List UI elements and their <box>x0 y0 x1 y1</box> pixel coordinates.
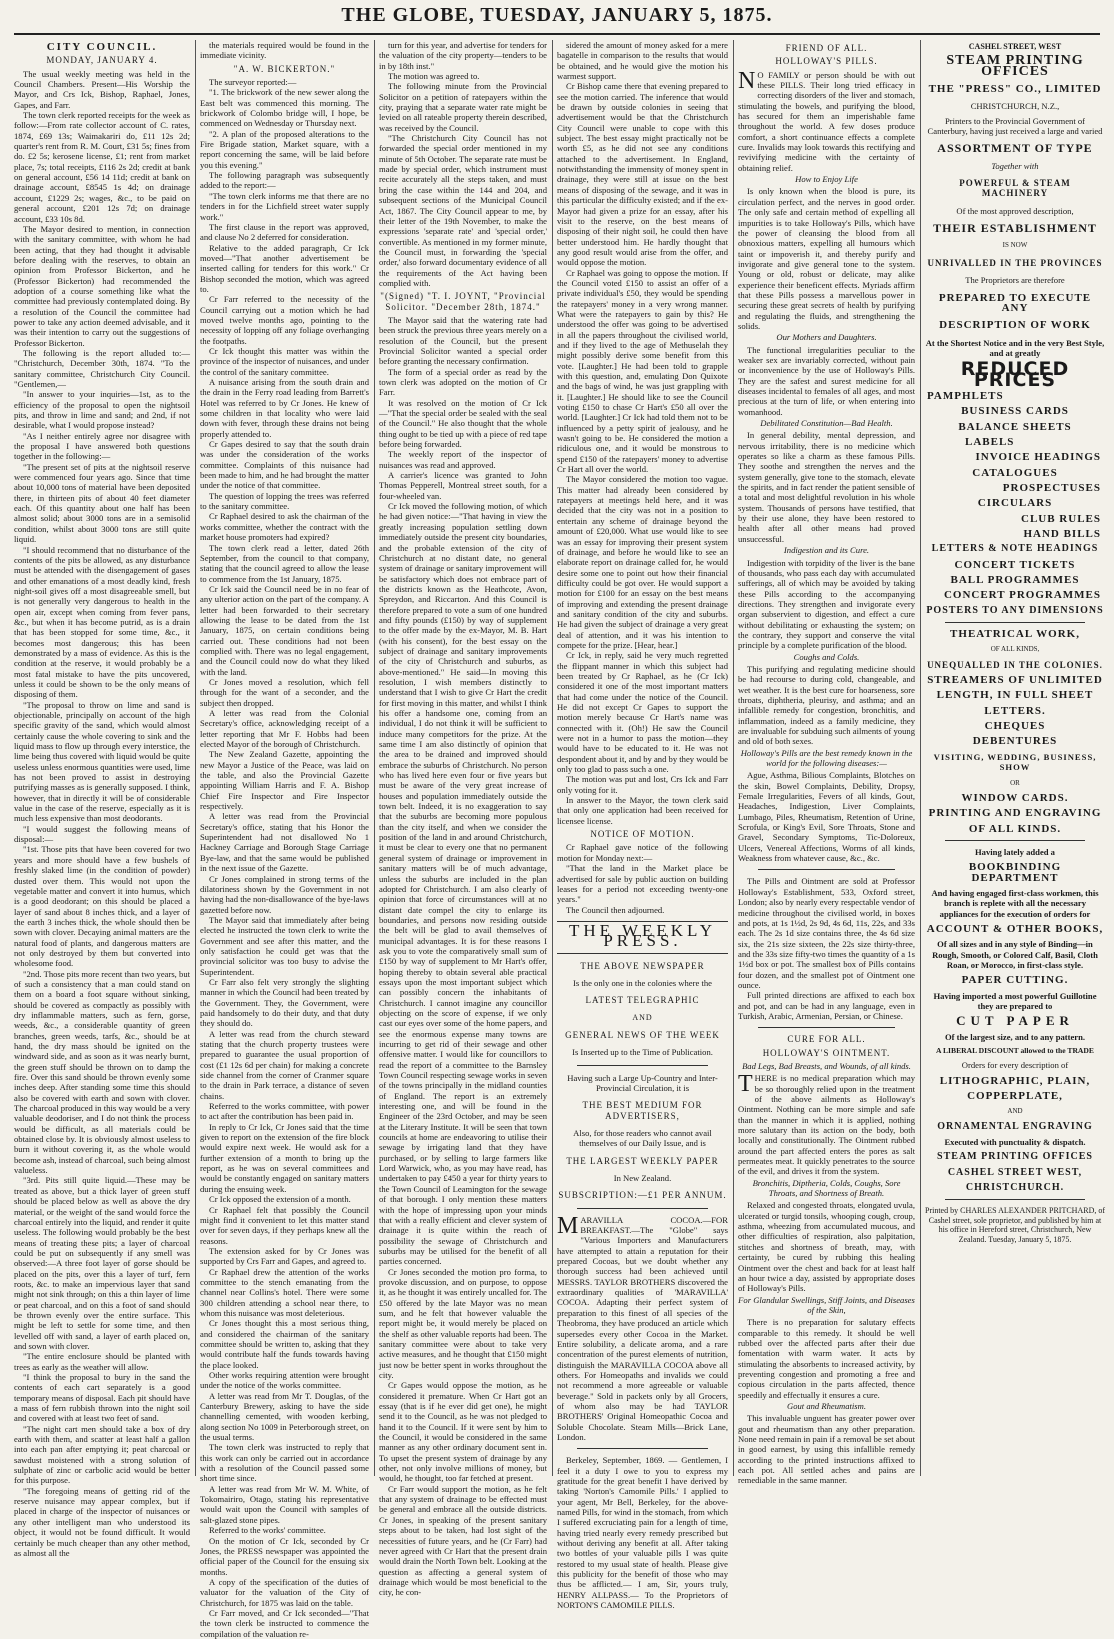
separator <box>758 1027 895 1028</box>
ad-line: VISITING, WEDDING, BUSINESS, SHOW <box>933 751 1097 773</box>
paragraph: The weekly report of the inspector of nuisances was read and approved. <box>379 449 547 470</box>
cocoa-advertisement: MARAVILLA COCOA.—FOR BREAKFAST.—The "Globe" says "Various Importers and Manufacturers have attempted to attain a reputation for their prepared Cocoas, but we doubt whether any thorough success had been achieved until MESSRS. TAYLOR BROTHERS discovered the extraordinary qualities of 'MARAVILLA' COCOA. Adapting their perfect system of preparation to this finest of all species of the Theobroma, they have produced an article which supersedes every other Cocoa in the Market. Entire solubility, a delicate aroma, and a rare concentration of the purest elements of nutrition, distinguish the MARAVILLA COCOA above all others. For Homeopaths and invalids we could not recommend a more agreeable or valuable beverage." Sold in packets only by all Grocers, of whom also may be had TAYLOR BROTHERS' Original Homeopathic Cocoa and Soluble Chocolate. Steam Mills—Brick Lane, London. <box>557 1212 728 1442</box>
paragraph: "The entire enclosure should be planted with trees as early as the weather will allow. <box>14 1351 190 1372</box>
ad-line: Also, for those readers who cannot avail themselves of our Daily Issue, and is <box>573 1128 712 1149</box>
service-item: INVOICE HEADINGS <box>975 451 1101 464</box>
paragraph: The motion was agreed to. <box>388 71 480 82</box>
column-divider <box>733 40 734 1476</box>
ad-line: LENGTH, IN FULL SHEET <box>936 689 1094 702</box>
ad-line: ORNAMENTAL ENGRAVING <box>937 1120 1093 1132</box>
ad-line: THE ABOVE NEWSPAPER <box>580 960 705 971</box>
service-item: CIRCULARS <box>977 497 1053 510</box>
paragraph: The Mayor said that the watering rate had been struck the previous three years merely on a resolution of the Council, but the present Provincial Solicitor wanted a special order before granting the necessary confirmation. <box>379 314 547 367</box>
ad-line: PREPARED TO EXECUTE ANY <box>938 291 1092 314</box>
paragraph: A letter was read from Mr W. M. White, of Tokomairiro, Otago, stating his representative would wait upon the Council with samples of salt-glazed stone pipes. <box>200 1483 369 1525</box>
paragraph: In answer to the Mayor, the town clerk said that only one application had been received for licensee license. <box>557 795 728 826</box>
ad-line: AND <box>1007 1107 1023 1116</box>
paragraph: The New Zealand Gazette, appointing the new Mayor a Justice of the Peace, was laid on the table, and also the Provincial Gazette appointing William Harris and F. A. Bishop Chief Fire Inspector and Fire Inspector respectively. <box>200 749 369 812</box>
ad-line: Together with <box>991 160 1039 171</box>
paragraph: There is no preparation for salutary effects comparable to this remedy. It should be well rubbed over the affected parts after their due fomentation with warm water. It acts by stimulating the absorbents to increased activity, by preventing congestion and promoting a free and copious circulation in the parts affected, thence speedily and effectually it ensures a cure. <box>738 1317 915 1400</box>
ad-line: LATEST TELEGRAPHIC <box>585 995 700 1006</box>
paragraph: The town clerk reported receipts for the week as follow:—From rate collector account of C. rates, 1874, £69 13s; Waimakariri do, £11 12s 2d; quarter's rent from R. M. Court, £31 5s; fines from do. £2 5s; kerosene license, £1; rent from market place, 7s; total receipts, £116 2s 2d; credit at bank on general account, £56 14 11d; credit at bank on drainage account, £8545 1s 4d; on drainage account, £1229 2s; wages, &c., to be paid on general account, £201 12s 7d; on drainage account, £33 10s 8d. <box>14 110 190 224</box>
paragraph: "1. The brickwork of the new sewer along the East belt was commenced this morning. The brickwork of Colombo bridge will, I hope, be commenced on Wednesday or Thursday next. <box>200 87 369 129</box>
paragraph: "In answer to your inquiries—1st, as to the efficiency of the proposal to open the nightsoil pits, and throw in lime and sand; and 2nd, if not desirable, what I would propose instead? <box>14 389 190 431</box>
paragraph: A letter was read from the Colonial Secretary's office, acknowledging receipt of a letter reporting that Mr F. Hobbs had been elected Mayor of the borough of Christchurch. <box>200 708 369 750</box>
paragraph: "1st. Those pits that have been covered for two years and more should have a few bushels of freshly slaked lime (in the condition of powder) dusted over them. This would not upon the vegetable matter and convert it into humus, which is a good deodorant; on this should be placed a layer of sand about 8 inches thick, and a layer of the earth 3 inches thick, the whole should then be sown with clover. Decaying animal matters are the natural food of plants, and dangerous matters are not only destroyed by them but converted into wholesome food. <box>14 844 190 969</box>
paragraph: The Mayor considered the motion too vague. This matter had already been considered by ratepayers at meetings held here, and it was decided that the city was not in a position to entertain any scheme of drainage beyond the amount of £20,000. What use would like to see was an essay for improving their present system of drainage, and before he would like to see an elaborate report on drainage called for, he would desire some one to point out how their financial difficulty could be got over. He would support a motion for £100 for an essay on the best means of improving and extending the present drainage and sanitary condition of the city and suburbs. He had given the subject of drainage a very great deal of attention, and it was his intention to compete for the prize. [Hear, hear.] <box>557 474 728 650</box>
paragraph: "The Christchurch City Council has not forwarded the special order mentioned in my minute of 5th October. The separate rate must be made by special order, which instrument must recite accurately all the steps taken, and must bring the case within the 144 and 204, and subsequent sections of the Municipal Council Act, 1867. The City Council appear to me, by their letter of the 19th November, to make the expressions 'separate rate' and 'special order,' convertible. As mentioned in my former minute, the Council must, in forwarding the 'special order,' also forward documentary evidence of all the requirements of the Act having been complied with. <box>379 133 547 288</box>
ad-line: In New Zealand. <box>613 1173 672 1184</box>
ad-line: Orders for every description of <box>961 1060 1069 1071</box>
paragraph: "The foregoing means of getting rid of the reserve nuisance may appear complex, but if placed in charge of the inspector of nuisances or any other intelligent man who understood its object, it would not be found difficult. It would certainly be much cheaper than any other method, as almost all the <box>14 1485 190 1558</box>
ad-line: And having engaged first-class workmen, this branch is replete with all the necessary appliances for the execution of orders for <box>931 887 1099 919</box>
subheading: Bad Legs, Bad Breasts, and Wounds, of all kinds. <box>742 1060 911 1071</box>
paragraph: Cr Farr moved, and Cr Ick seconded—"That the town clerk be instructed to commence the compilation of the valuation re- <box>200 1607 369 1639</box>
ad-line: AND <box>632 1012 653 1022</box>
paragraph: Cr Raphael gave notice of the following motion for Monday next:— <box>557 842 728 863</box>
paragraph: Ague, Asthma, Bilious Complaints, Blotches on the skin, Bowel Complaints, Debility, Dropsy, Female Irregularities, Fevers of all kinds, Gout, Headaches, Indigestion, Liver Complaints, Lumbago, Piles, Rheumatism, Retention of Urine, Scrofula, or King's Evil, Sore Throats, Stone and Gravel, Secondary Symptoms, Tic-Doloreux, Ulcers, Venereal Affections, Worms of all kinds, Weakness from whatever cause, &c., &c. <box>738 770 915 864</box>
weekly-press-title: THE WEEKLY PRESS. <box>568 920 717 951</box>
paragraph: THERE is no medical preparation which may be so thoroughly relied upon in the treatment of the above ailments as Holloway's Ointment. Nothing can be more simple and safe than the manner in which it is applied, nothing more salutary than its action on the body, both locally and constitutionally. The Ointment rubbed around the part affected enters the pores as salt permeates meat. It quickly penetrates to the source of the evil, and drives it from the system. <box>738 1071 915 1177</box>
separator <box>945 622 1085 623</box>
ad-reduced-prices: REDUCED PRICES <box>960 358 1070 391</box>
paragraph: On the motion of Cr Ick, seconded by Cr Jones, the PRESS newspaper was appointed the official paper of the Council for the ensuing six months. <box>200 1535 369 1577</box>
paragraph: the materials required would be found in the immediate vicinity. <box>200 40 369 61</box>
subheading: How to Enjoy Life <box>795 174 858 185</box>
ad-line: THEIR ESTABLISHMENT <box>933 221 1097 236</box>
service-item: PAMPHLETS <box>927 389 1004 402</box>
paragraph: A letter was read from Mr T. Douglas, of the Canterbury Brewery, asking to have the side channelling cemented, with wooden kerbing, along section No 1009 in Peterborough street, on the usual terms. <box>200 1390 369 1443</box>
ad-line: CASHEL STREET, WEST <box>968 42 1062 51</box>
testimonial-letter: Berkeley, September, 1869. — Gentlemen, I feel it a duty I owe to you to express my gratitude for the great benefit I have derived by taking 'Norton's Camomile Pills.' I applied to your agent, Mr Bell, Berkeley, for the above-named Pills, for wind in the stomach, from which I suffered excruciating pain for a length of time, having tried nearly every remedy prescribed but without deriving any benefit at all. After taking two bottles of your valuable pills I was quite restored to my usual state of health. Please give this publicity for the benefit of those who may thus be afflicted.— I am, Sir, yours truly, HENRY ALLPASS.— To the Proprietors of NORTON'S CAMOMILE PILLS. <box>557 1455 728 1611</box>
ad-line: Of the most approved description, <box>956 205 1074 216</box>
paragraph: A nuisance arising from the south drain and the drain in the Ferry road leading from Barrett's Hotel was referred to by Cr Jones. He knew of some children in that locality who were laid down with fever, through these drains not being properly attended to. <box>200 377 369 439</box>
ad-line: LITHOGRAPHIC, PLAIN, <box>939 1074 1091 1087</box>
notice-of-motion-heading: NOTICE OF MOTION. <box>590 829 695 840</box>
ad-line: POWERFUL & STEAM MACHINERY <box>959 178 1071 199</box>
paragraph: Cr Raphael was going to oppose the motion. If the Council voted £150 to assist an offer of a private individual's £50, they would be spending the ratepayers' money in a very wrong manner. What were the ratepayers to gain by this? He understood the offer was going to be advertised in all the papers throughout the civilised world, and if they lived to the age of Methuselah they might possibly derive some benefit from this vote. [Laughter.] He had been told to grapple with this question, and, emulating Don Quixote and the bags of wind, he was just grappling with it. [Laughter.] He should like to see the Council voting £150 to chase Cr Hart's £50 all over the world. [Laughter.] Cr Ick had told them not to be influenced by a petty spirit of jealousy, and he wasn't going to be. He considered the motion a ridiculous one, and it would be monstrous to spend £150 of the ratepayers' money to advertise Cr Hart all over the world. <box>557 267 728 475</box>
service-item: HAND BILLS <box>1023 528 1101 540</box>
ad-line: COPPERPLATE, <box>967 1090 1063 1103</box>
ad-line: STEAM PRINTING OFFICES <box>937 1151 1093 1163</box>
ad-line: DEBENTURES <box>972 735 1058 748</box>
signature: "A. W. BICKERTON." <box>233 63 336 74</box>
ad-line: Is Inserted up to the Time of Publication. <box>572 1047 713 1058</box>
paragraph: turn for this year, and advertise for tenders for the valuation of the city property—tenders to be in by 18th inst." <box>379 40 547 71</box>
separator <box>945 1199 1085 1200</box>
paragraph: The following is the report alluded to:— "Christchurch, December 30th, 1874. "To the sanitary committee, Christchurch City Council. "Gentlemen,— <box>14 347 190 389</box>
paragraph: "I think the proposal to bury in the sand the contents of each cart separately is a good temporary means of disposal. Each pit should have a mass of fern rubbish thrown into the night soil and covered with at least two feet of sand. <box>14 1372 190 1424</box>
paragraph: Cr Ick, in reply, said he very much regretted the flippant manner in which this subject had been treated by Cr Raphael, as he (Cr Ick) considered it one of the most important matters that had come under the notice of the Council. He did not except Cr Gapes to support the motion merely because Cr Hart's name was connected with it. (Oh!) He saw the Council were not in a humor to pass the motion—they would have to be educated to it. He was not despondent about it, and by and by they would be only too glad to pass such a one. <box>557 650 728 775</box>
paragraph: The functional irregularities peculiar to the weaker sex are invariably corrected, without pain or inconvenience by the use of Holloway's Pills. They are the safest and surest medicine for all diseases incidental to females of all ages, and most precious at the turn of life, or when entering into womanhood. <box>738 344 915 417</box>
ad-line: Having imported a most powerful Guillotine they are prepared to <box>933 990 1097 1011</box>
meeting-date: MONDAY, JANUARY 4. <box>46 55 158 66</box>
paragraph: sidered the amount of money asked for a mere bagatelle in comparison to the results that would be obtained, and he would give the motion his warmest support. <box>557 40 728 82</box>
ad-line: DESCRIPTION OF WORK <box>939 319 1091 332</box>
paragraph: A letter was read from the Provincial Secretary's office, stating that his Honor the Superintendent had not disallowed No 1 Hackney Carriage and Borough Stage Carriage Bye-law, and that the same would be published in the next issue of the Gazette. <box>200 811 369 874</box>
paragraph: "I would suggest the following means of disposal:— <box>14 823 190 845</box>
paragraph: "The night cart men should take a box of dry earth with them, and scatter at least half a gallon into each pan after emptying it; peat charcoal or sawdust moistened with a strong solution of sulphate of zinc or carbolic acid would be better for this purpose. <box>14 1423 190 1486</box>
ad-line: CHRISTCHURCH. <box>965 1182 1065 1194</box>
paragraph: The usual weekly meeting was held in the Council Chambers. Present—His Worship the Mayor, and Crs Ick, Bishop, Raphael, Jones, Gapes, and Farr. <box>14 68 190 110</box>
masthead: THE GLOBE, TUESDAY, JANUARY 5, 1875. <box>341 4 773 26</box>
paragraph: This purifying and regulating medicine should be had recourse to during cold, changeable, and wet weather. It is the best cure for hoarseness, sore throats, diphtheria, pleurisy, and asthma; and an infallible remedy for congestion, bronchitis, and inflammation, indeed as a family medicine, they are invaluable for subduing such ailments of young and old of both sexes. <box>738 663 915 747</box>
paragraph: The Mayor desired to mention, in connection with the sanitary committee, with whom he had been acting, that they had thought it advisable before dealing with the reserves, to obtain an opinion from Professor Bickerton, and he (Professor Bickerton) had recommended the adoption of a course something like what the committee had previously contemplated doing. By a resolution of the Council the committee had power to take any action deemed advisable, and it was their intention to carry out the suggestions of Professor Bickerton. <box>14 223 190 348</box>
service-item: CATALOGUES <box>972 466 1058 479</box>
ad-line: CHEQUES <box>984 720 1046 733</box>
ad-line: OR <box>1010 778 1020 787</box>
paragraph: Cr Raphael felt that possibly the Council might find it convenient to let this matter stand over for seven days, if they perhaps knew all the reasons. <box>200 1204 369 1246</box>
city-council-heading: CITY COUNCIL. <box>46 41 158 53</box>
paragraph: Cr Ick said the Council need be in no fear of any ulterior action on the part of the company. A letter had been forwarded to their secretary allowing the lease to be dated from the 1st January, 1875, on certain conditions being carried out. These conditions had not been complied with. There was no legal engagement, and the Council could now do what they liked with the land. <box>200 583 369 677</box>
ad-line: THE "PRESS" CO., LIMITED <box>928 83 1102 96</box>
paragraph: The form of a special order as read by the town clerk was adopted on the motion of Cr Farr. <box>379 366 547 398</box>
paragraph: A letter was read from the church steward stating that the church property trustees were prepared to guarantee the usual proportion of cost (£1 12s 6d per chain) for making a concrete side channel from the corner of Cranmer square to the drain in Park terrace, a distance of seven chains. <box>200 1028 369 1101</box>
masthead-rule <box>14 33 1100 35</box>
column-divider <box>195 40 196 1476</box>
paragraph: NO FAMILY or person should be with out these PILLS. Their long tried efficacy in correcting disorders of the liver and stomach, stimulating the bowels, and purifying the blood, has secured for them an imperishable fame throughout the world. A few doses produce comfort, a short continuance effects a complete cure. Invalids may look towards this rectifying and revivifying medicine with the certainty of obtaining relief. <box>738 67 915 173</box>
service-item: LABELS <box>965 435 1015 448</box>
paragraph: "2. A plan of the proposed alterations to the Fire Brigade station, Market square, with a report concerning the same, will be laid before you this evening." <box>200 128 369 170</box>
service-item: BALL PROGRAMMES <box>950 574 1080 587</box>
service-item: BUSINESS CARDS <box>961 405 1069 418</box>
paragraph: The Pills and Ointment are sold at Professor Holloway's Establishment, 533, Oxford street, London; also by nearly every respectable vendor of medicine throughout the civilised world, in boxes and pots, at 1s 1½d, 2s 9d, 4s 6d, 11s, 22s, and 33s each. The 2s 1d size contains three, the 4s 6d size six, the 21s size sixteen, the 22s size thirty-three, and the 33s size fifty-two times the quantity of a 1s 1½d box or pot. The smallest box of Pills contains four dozen, and the smallest pot of Ointment one ounce. <box>738 876 915 990</box>
subheading: Gout and Rheumatism. <box>786 1400 866 1411</box>
friend-of-all-heading: FRIEND OF ALL. <box>785 43 868 53</box>
paragraph: Referred to the works committee, with power to act after the contribution has been paid in. <box>200 1101 369 1122</box>
paragraph: The Council then adjourned. <box>566 904 665 915</box>
column-divider <box>552 40 553 1476</box>
paragraph: The town clerk read a letter, dated 26th September, from the council to that company, stating that the council agreed to allow the lease to commence from the 1st January, 1875. <box>200 542 369 584</box>
paragraph: The Mayor said that immediately after being elected he instructed the town clerk to write the Government and see after this matter, and the only satisfaction he could get was that the provincial solicitor was too busy to advise the Superintendent. <box>200 914 369 977</box>
paragraph: Indigestion with torpidity of the liver is the bane of thousands, who pass each day with accumulated sufferings, all of which may be avoided by taking these Pills according to the accompanying directions. They strengthen and invigorate every organ subservient to digestion, and effect a cure without debilitating or exhausting the system; on the contrary, they support and conserve the vital principle by a complete purification of the blood. <box>738 557 915 651</box>
paragraph: Cr Ick thought this matter was within the province of the inspector of nuisances, and under the control of the sanitary committee. <box>200 345 369 377</box>
ad-line: CASHEL STREET WEST, <box>947 1166 1083 1178</box>
ad-line: SUBSCRIPTION:—£1 PER ANNUM. <box>558 1190 727 1201</box>
holloways-pills-heading: HOLLOWAY'S PILLS. <box>775 56 878 67</box>
paragraph: "As I neither entirely agree nor disagree with the proposal I have answered both questions together in the following:— <box>14 430 190 462</box>
paragraph: The following minute from the Provincial Solicitor on a petition of ratepayers within the city, praying that a separate water rate might be levied on all rateable property therein described, was received by the Council. <box>379 81 547 133</box>
subheading: Debilitated Constitution—Bad Health. <box>760 418 893 429</box>
paragraph: Cr Farr would support the motion, as he felt that any system of drainage to be effected must be general and embrace all the outside districts. Cr Jones, in speaking of the present sanitary steps about to be taken, had lost sight of the necessities of future years, and he (Cr Farr) had never agreed with Cr Hart that the present drain would drain the North Town belt. Looking at the question as affecting a general system of drainage which would be most beneficial to the city, he con- <box>379 1483 547 1598</box>
ad-line: A LIBERAL DISCOUNT allowed to the TRADE <box>936 1046 1094 1056</box>
paragraph: "I should recommend that no disturbance of the contents of the pits be allowed, as any disturbance must be attended with the disengagement of gases and other emanations of a most deadly kind, fresh night-soil gives off a most disagreeable smell, but is not generally very dangerous to health in the open air, except when coming from fever pans, &c., but when it has become putrid, as is a drain that has been stopped for some time, &c., it becomes most dangerous; this has been demonstrated by a mass of evidence. As this is the condition at the reserve, it would probably be a most fatal mistake to have the pits uncovered, unless it could be shown to be the only means of disposing of them. <box>14 544 190 700</box>
ad-line: OF ALL KINDS, <box>990 645 1040 654</box>
column-3 <box>379 40 547 1598</box>
paragraph: Referred to the works' committee. <box>209 1525 326 1536</box>
weekly-press-ad <box>557 921 728 954</box>
ad-line: THEATRICAL WORK, <box>950 628 1080 641</box>
paragraph: "The town clerk informs me that there are no tenders in for the Lichfield street water supply work." <box>200 190 369 222</box>
ad-line: ACCOUNT & OTHER BOOKS, <box>926 922 1104 935</box>
paragraph: Cr Jones moved a resolution, which fell through for the want of a seconder, and the subject then dropped. <box>200 676 369 708</box>
service-item: CLUB RULES <box>1021 512 1101 525</box>
paragraph: Cr Ick opposed the extension of a month. <box>209 1194 351 1205</box>
ad-line: PRINTING AND ENGRAVING <box>928 807 1102 820</box>
paragraph: The town clerk was instructed to reply that this work can only be carried out in accordance with a resolution of the Council passed some short time since. <box>200 1442 369 1484</box>
paragraph: "That the land in the Market place be advertised for sale by public auction on building leases for a period not exceeding twenty-one years." <box>557 863 728 905</box>
paragraph: The first clause in the report was approved, and clause No 2 deferred for consideration. <box>200 221 369 243</box>
separator <box>577 1448 708 1449</box>
ad-line: At the Shortest Notice and in the very Best Style, and at greatly <box>925 337 1105 358</box>
paragraph: Cr Farr also felt very strongly the slighting manner in which the Council had been treated by the Government. They, the Government, were paid handsomely to do their duty, and that duty they should do. <box>200 976 369 1029</box>
column-divider <box>920 40 921 1476</box>
paragraph: "The proposal to throw on lime and sand is objectionable, principally on account of the high specific gravity of the sand, which would almost certainly cause the whole covering to sink and the liquid mass to flow up through every interstice, the lime being thus covered with liquid would be quite useless unless enormous quantities were used, lime has not been proved to assist in destroying putrifying masses as is generally supposed. I think, however, that in directly it will be of considerable value in the case of the reserve, especially as it is much less expensive than most deodorants. <box>14 699 190 824</box>
paragraph: Other works requiring attention were brought under the notice of the works committee. <box>200 1370 369 1391</box>
paragraph: "The present set of pits at the nightsoil reserve were commenced four years ago. Since that time about 10,000 tons of material have been deposited there, in thirteen pits of about 40 feet diameter each. Of this quantity about one half has been almost solid; about 3000 tons are in a semisolid condition, whilst about 3000 tons are still quite liquid. <box>14 461 190 545</box>
ad-line: IS NOW <box>1002 241 1028 250</box>
service-item: POSTERS TO ANY DIMENSIONS <box>926 604 1104 616</box>
separator <box>577 1208 708 1209</box>
ad-line: THE LARGEST WEEKLY PAPER <box>566 1155 719 1166</box>
paragraph: The surveyor reported:— <box>209 77 297 88</box>
paragraph: The question of lopping the trees was referred to the sanitary committee. <box>200 490 369 512</box>
column-2 <box>200 40 369 1639</box>
paragraph: Relative to the added paragraph, Cr Ick moved—"That another advertisement be inserted calling for tenders for this work." Cr Bishop seconded the motion, which was agreed to. <box>200 242 369 294</box>
subheading: Bronchitis, Diptheria, Colds, Coughs, Sore Throats, and Shortness of Breath. <box>752 1177 901 1199</box>
paragraph: Cr Farr referred to the necessity of the Council carrying out a motion which he had moved twelve months ago, pointing to the necessity of lopping off any foliage overhanging the footpaths. <box>200 294 369 346</box>
paragraph: The extension asked for by Cr Jones was supported by Crs Farr and Gapes, and agreed to. <box>200 1245 369 1267</box>
service-item: BALANCE SHEETS <box>958 420 1072 433</box>
ad-line: STREAMERS OF UNLIMITED <box>927 674 1103 687</box>
ad-line: Executed with punctuality & dispatch. <box>944 1137 1086 1148</box>
ad-line: CHRISTCHURCH, N.Z., <box>970 101 1060 112</box>
printer-imprint: Printed by CHARLES ALEXANDER PRITCHARD, of Cashel street, sole proprietor, and published by him at his office in Hereford street, Christchurch, New Zealand. Tuesday, January 5, 1875. <box>925 1206 1106 1244</box>
subheading: Indigestion and its Cure. <box>783 545 870 556</box>
ad-line: THE BEST MEDIUM FOR ADVERTISERS, <box>582 1100 703 1121</box>
ad-line: UNRIVALLED IN THE PROVINCES <box>927 257 1103 268</box>
paragraph: Cr Bishop came there that evening prepared to see the motion carried. The inference that would be drawn by outside colonies in seeing that advertisement would be that the Christchurch City Council were unable to cope with this subject. The best essay might practically not be worth £5, as he did not see any conditions attached to the advertisement. In England, notwithstanding the immensity of money spent in drainage, they were still at issue on the best means of disposing of the sewage, and it was in this particular the difficulty existed; and if the ex-Mayor had given a prize for an essay, after his visit to the reserve, on the best means of disposing of their night soil, he could then have better understood him. He hardly thought that any good result would arise from the offer, and would oppose the motion. <box>557 81 728 268</box>
paragraph: Cr Raphael desired to ask the chairman of the works committee, whether the contract with the market house promoters had expired? <box>200 511 369 543</box>
ad-line: Is the only one in the colonies where the <box>573 977 712 988</box>
column-4 <box>557 40 728 1611</box>
subheading: For Glandular Swellings, Stiff Joints, and Diseases of the Skin, <box>738 1294 915 1315</box>
ad-line: Of the largest size, and to any pattern. <box>944 1031 1086 1042</box>
service-item: LETTERS & NOTE HEADINGS <box>931 543 1099 555</box>
paragraph: In reply to Cr Ick, Cr Jones said that the time given to report on the extension of the fire block would expire next week. He would ask for a further extension of a month to bring up the report, as he was on several committees and would be constantly engaged on sanitary matters during the ensuing week. <box>200 1121 369 1194</box>
paragraph: Cr Jones complained in strong terms of the dilatoriness shown by the Government in not having had the non-disallowance of the bye-laws gazetted before now. <box>200 873 369 915</box>
paragraph: In general debility, mental depression, and nervous irritability, there is no medicine which operates so like a charm as these famous Pills. They soothe and strengthen the nerves and the system generally, give tone to the stomach, elevate the spirits, and in fact render the patient sensible of a total and most delightful revolution in his whole system. Thousands of persons have testified, that by their use alone, they have been restored to health after all other means had proved unsuccessful. <box>738 430 915 544</box>
service-item: PROSPECTUSES <box>1002 481 1101 494</box>
paragraph: Cr Gapes would oppose the motion, as he considered it premature. When Cr Hart got an essay (that is if he ever did get one), he might send it to the Council, as he was not pledged to hand it to the Council. If it were sent by him to the Council, it would be considered in the same manner as any other ordinary document sent in. To upset the present system of drainage by any other, not only involve millions of money, but would, he thought, too far fetched at present. <box>379 1380 547 1484</box>
column-5 <box>738 40 915 1486</box>
paragraph: It was resolved on the motion of Cr Ick—"That the special order be sealed with the seal of the Council." He also thought that the whole thing ought to be tied up with a piece of red tape before being forwarded. <box>379 397 547 450</box>
paragraph: "2nd. Those pits more recent than two years, but of such a consistency that a man could stand on them on a board a foot square without sinking, should be covered as compactly as possibly with dry inflammable matters, such as fern, gorse, weeds, &c., a considerable quantity of green branches, green weeds, tarfs, &c., should be at hand, the dry mass should be ignited on the windward side, and as soon as it was nearly burnt, the green stuff should be thrown on to damp the fire. Over this sand should be thrown evenly some inches deep. After standing some time this should also be covered with earth and sown with clover. The charcoal produced in this way would be a very valuable deodoriser, and I do not think the process would be difficult, as all materials could be obtained close by. It is obviously almost useless to burn it without covering it, as the whole would become ash, instead of charcoal, such being almost valueless. <box>14 968 190 1176</box>
separator <box>758 869 895 870</box>
ad-line: Printers to the Provincial Government of Canterbury, having just received a large and varied <box>927 115 1103 137</box>
ad-line: OF ALL KINDS. <box>968 822 1062 835</box>
subheading: Holloway's Pills are the best remedy known in the world for the following diseases:— <box>740 747 913 769</box>
paragraph: A carrier's licence was granted to John Thomas Pepperell, Montreal street south, for a four-wheeled van. <box>379 470 547 501</box>
ad-line: Of all sizes and in any style of Binding—in Rough, Smooth, or Colored Calf, Basil, Cloth Roan, or Morocco, in first-class style. <box>932 939 1098 970</box>
paragraph: The following paragraph was subsequently added to the report:— <box>200 170 369 191</box>
cure-for-all-heading: CURE FOR ALL. <box>787 1034 866 1045</box>
ad-title: STEAM PRINTING OFFICES <box>946 53 1084 79</box>
signature: "(Signed) "T. I. JOYNT, "Provincial Solicitor. "December 28th, 1874." <box>380 291 546 312</box>
ad-line: LETTERS. <box>984 704 1046 717</box>
paragraph: Relaxed and congested throats, elongated uvula, ulcerated or turgid tonsils, whooping cough, croup, asthma, wheezing from accumulated mucous, and other difficulties of respiration, also palpitation, stitches and shortness of breath, may, with certainty, be cured by rubbing this healing Ointment over the chest and back for at least half an hour twice a day, assisted by appropriate doses of Holloway's Pills. <box>738 1200 915 1294</box>
paragraph: Cr Raphael drew the attention of the works committee to the stench emanating from the channel near Collins's hotel. There were some 300 children attending a school near there, to whom this nuisance was most deleterious. <box>200 1266 369 1318</box>
ad-line: The Proprietors are therefore <box>965 275 1065 286</box>
subheading: Coughs and Colds. <box>793 651 860 662</box>
column-divider <box>374 40 375 1476</box>
paragraph: The motion was put and lost, Crs Ick and Farr only voting for it. <box>557 774 728 795</box>
ad-line: BOOKBINDING DEPARTMENT <box>968 861 1062 884</box>
service-item: CONCERT TICKETS <box>954 558 1076 571</box>
subheading: Our Mothers and Daughters. <box>776 332 877 343</box>
ad-line: PAPER CUTTING. <box>961 974 1069 987</box>
service-item: CONCERT PROGRAMMES <box>943 589 1101 602</box>
ad-line: Having such a Large Up-Country and Inter-Provincial Circulation, it is <box>567 1072 718 1093</box>
paragraph: "3rd. Pits still quite liquid.—These may be treated as above, but a thick layer of green stuff should be placed below as well as above the dry material, or the weight of the sand would force the charcoal entirely into the liquid, and render it quite useless. The following would probably be the best means of treating these pits; a layer of charcoal could be put on subsequently if any smell was observed:—A three foot layer of gorse should be placed on the pits, over this a layer of turf, fern roots, &c. to make an impervious layer that sand might not sink through; on this a thin layer of lime or peat charcoal, and on this a foot of sand should be thrown evenly over the entire surface. This might be left to settle for some time, and then levelled off with sand, a layer of earth placed on, and sown with clover. <box>14 1175 190 1351</box>
separator <box>577 1065 708 1066</box>
ad-line: CUT PAPER <box>956 1013 1074 1029</box>
separator <box>945 840 1085 841</box>
paragraph: Full printed directions are affixed to each box and pot, and can be had in any language, even in Turkish, Arabic, Armenian, Persian, or Chinese. <box>738 990 915 1021</box>
paragraph: Cr Jones thought this a most serious thing, and considered the chairman of the sanitary committee should be written to, asking that they would contribute half the funds towards having the place looked. <box>200 1318 369 1370</box>
ad-line: WINDOW CARDS. <box>961 791 1069 804</box>
ad-line: ASSORTMENT OF TYPE <box>937 141 1093 156</box>
holloways-ointment-heading: HOLLOWAY'S OINTMENT. <box>762 1047 891 1058</box>
paragraph: Cr Ick moved the following motion, of which he had given notice:—"That having in view the greatly increasing population settling down immediately outside the present city boundaries, and the probable extension of the city of Christchurch at no distant date, no general system of drainage or sanitary improvement will be satisfactory which does not embrace part of the districts known as the Heathcote, Avon, Spreydon, and Riccarton. And this Council is therefore prepared to vote a sum of one hundred and fifty pounds (£150) by way of supplement to the offer made by the ex-Mayor, M. B. Hart (with his consent), for the best essay on the subject of drainage and sanitary improvements of the city of Christchurch and suburbs, as above-mentioned." He said—In moving this resolution, I wish members distinctly to understand that I wish to give Cr Hart the credit for first moving in this matter, and whilst I think his offer a handsome one, coming from an individual, I do not think it will be sufficient to induce many competitors for the prize. At the same time I am also distinctly of opinion that the area to be drained and improved should embrace the suburbs of Christchurch. No person who has lived here even four or five years but must be aware of the very great increase of houses and population immediately outside the town belt. Indeed, it is no exaggeration to say that the suburbs are becoming more populous than the city itself, and when we consider the position of the land in and around Christchurch, it must be clear to every one that no permanent general system of drainage or improvement in sanitary matters will be of much advantage, unless the suburbs are included in the plan adopted for Christchurch. I am also clearly of opinion that force of circumstances will at no distant date compel the city to enlarge its boundaries, and persons now residing outside the belt will be glad to avail themselves of municipal advantages. It is for these reasons I ask you to vote the comparatively small sum of £150 by way of supplement to Mr Hart's offer, hoping thereby to obtain several able practical essays upon the most important subject which can possibly concern the inhabitants of Christchurch. I cannot imagine any councillor objecting on the score of expense, if we only cast our eyes over some of the home papers, and see the enormous expense many towns are incurring to get rid of their sewage and other offensive matter. I would like for councillors to read the report of a committee to the Barnsley Town Council respecting sewage works in seven of the towns principally in the midland counties of England. The report is an extremely interesting one, and will be found in the Engineer of the 23rd October, and may be seen at the Literary Institute. It will be seen that town councils at home are endeavoring to utilise their sewage by irrigating land that they have purchased, or by selling to large farmers like Lord Warwick, who, as you may have read, has undertaken to pay £450 a year for thirty years to the Town Council of Leamington for the sewage of that borough. I only mention these matters with the hope of impressing upon your minds that with a really efficient and clever system of drainage it is quite within the reach of possibility the sewage of Christchurch and suburbs may be utilised for the benefit of all parties concerned. <box>379 501 547 1267</box>
paragraph: This invaluable unguent has greater power over gout and rheumatism than any other preparation. None need remain in pain if a removal be set about in good earnest, by using this infallible remedy according to the printed instructions affixed to each pot. All settled aches and pains are remediable in the same manner. <box>738 1413 915 1486</box>
ad-line: GENERAL NEWS OF THE WEEK <box>565 1029 720 1040</box>
paragraph: Cr Gapes desired to say that the south drain was under the consideration of the works committee. Complaints of this nuisance had been made to him, and he had brought the matter under the notice of that committee. <box>200 439 369 491</box>
column-1 <box>14 40 190 1558</box>
printing-office-advertisement <box>925 40 1105 1476</box>
paragraph: A copy of the specification of the duties of valuator for the valuation of the City of Christchurch, for 1875 was laid on the table. <box>200 1576 369 1608</box>
paragraph: Is only known when the blood is pure, its circulation perfect, and the nerves in good order. The only safe and certain method of expelling all impurities is to take Holloway's Pills, which have the power of cleansing the blood from all obnoxious matters, expelling all humours which taint or impoverish it, and thereby purify and invigorate and give general tone to the system. Young or old, robust or delicate, may alike experience their beneficent effects. Myriads affirm that these Pills possess a marvellous power in securing these great secrets of health by purifying and regulating the fluids, and strengthening the solids. <box>738 186 915 331</box>
ad-line: Having lately added a <box>975 846 1055 857</box>
ad-line: UNEQUALLED IN THE COLONIES. <box>927 659 1103 670</box>
paragraph: Cr Jones seconded the motion pro forma, to provoke discussion, and on purpose, to oppose it, as he thought it was entirely uncalled for. The £50 offered by the late Mayor was no mean sum, and he felt that however valuable the report might be, it would merely be placed on the shelf as other valuable reports had been. The sanitary committee were about to take very active measures, and he thought that £150 might just now be better spent in works throughout the city. <box>379 1266 547 1380</box>
